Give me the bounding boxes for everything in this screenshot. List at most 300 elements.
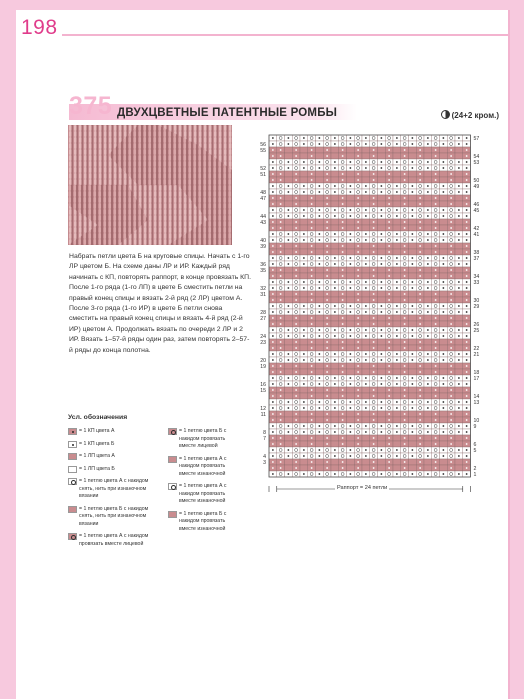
purl-dot-mark <box>458 137 460 139</box>
chart-cell <box>354 231 362 237</box>
chart-cell <box>316 153 324 159</box>
purl-dot-mark <box>326 275 328 277</box>
purl-dot-mark <box>427 137 429 139</box>
chart-cell <box>424 417 432 423</box>
chart-cell <box>316 249 324 255</box>
purl-dot-mark <box>404 203 406 205</box>
purl-dot-mark <box>411 161 413 163</box>
chart-cell <box>455 393 463 399</box>
purl-dot-mark <box>326 467 328 469</box>
purl-dot-mark <box>334 407 336 409</box>
chart-grid <box>241 125 501 505</box>
purl-dot-mark <box>419 251 421 253</box>
purl-dot-mark <box>295 179 297 181</box>
chart-cell <box>323 351 331 357</box>
chart-cell <box>285 411 293 417</box>
purl-dot-mark <box>380 185 382 187</box>
chart-cell <box>300 243 308 249</box>
chart-cell <box>362 267 370 273</box>
chart-cell <box>285 441 293 447</box>
purl-dot-mark <box>280 269 282 271</box>
purl-dot-mark <box>466 413 468 415</box>
chart-cell <box>347 417 355 423</box>
purl-dot-mark <box>349 209 351 211</box>
chart-cell <box>300 321 308 327</box>
purl-dot-mark <box>349 185 351 187</box>
purl-dot-mark <box>435 173 437 175</box>
purl-dot-mark <box>318 191 320 193</box>
chart-cell <box>378 441 386 447</box>
purl-dot-mark <box>435 317 437 319</box>
purl-dot-mark <box>373 203 375 205</box>
knitting-chart <box>241 125 501 505</box>
chart-cell <box>323 213 331 219</box>
purl-dot-mark <box>272 371 274 373</box>
chart-cell <box>347 177 355 183</box>
row-number-left: 20 <box>260 357 266 364</box>
chart-cell <box>393 195 401 201</box>
purl-dot-mark <box>466 449 468 451</box>
purl-dot-mark <box>435 251 437 253</box>
chart-cell <box>300 297 308 303</box>
chart-cell <box>323 399 331 405</box>
purl-dot-mark <box>396 137 398 139</box>
chart-cell <box>385 303 393 309</box>
chart-cell <box>292 285 300 291</box>
purl-dot-mark <box>442 239 444 241</box>
chart-cell <box>316 195 324 201</box>
purl-dot-mark <box>365 353 367 355</box>
chart-cell <box>416 159 424 165</box>
chart-cell <box>331 321 339 327</box>
purl-dot-mark <box>318 359 320 361</box>
chart-cell <box>339 255 347 261</box>
purl-dot-mark <box>419 197 421 199</box>
legend-item <box>68 441 160 449</box>
chart-cell <box>424 249 432 255</box>
chart-cell <box>401 333 409 339</box>
chart-cell <box>277 159 285 165</box>
row-number-right: 10 <box>473 417 480 424</box>
purl-dot-mark <box>272 359 274 361</box>
purl-dot-mark <box>396 161 398 163</box>
purl-dot-mark <box>326 323 328 325</box>
chart-cell <box>378 177 386 183</box>
chart-cell <box>339 351 347 357</box>
chart-cell <box>370 429 378 435</box>
purl-dot-mark <box>388 203 390 205</box>
chart-cell <box>300 369 308 375</box>
chart-cell <box>370 453 378 459</box>
chart-cell <box>285 267 293 273</box>
purl-dot-mark <box>357 323 359 325</box>
chart-cell <box>409 147 417 153</box>
chart-cell <box>432 327 440 333</box>
purl-dot-mark <box>450 443 452 445</box>
chart-cell <box>393 201 401 207</box>
chart-cell <box>308 141 316 147</box>
chart-cell <box>432 183 440 189</box>
purl-dot-mark <box>303 359 305 361</box>
purl-dot-mark <box>450 437 452 439</box>
chart-cell <box>331 291 339 297</box>
chart-cell <box>447 429 455 435</box>
chart-cell <box>339 327 347 333</box>
purl-dot-mark <box>380 449 382 451</box>
purl-dot-mark <box>450 389 452 391</box>
chart-cell <box>455 147 463 153</box>
purl-dot-mark <box>342 275 344 277</box>
purl-dot-mark <box>334 449 336 451</box>
purl-dot-mark <box>318 257 320 259</box>
purl-dot-mark <box>380 455 382 457</box>
row-number-right: 54 <box>473 153 480 160</box>
purl-dot-mark <box>427 425 429 427</box>
chart-cell <box>385 447 393 453</box>
purl-dot-mark <box>334 263 336 265</box>
chart-cell <box>300 441 308 447</box>
purl-dot-mark <box>365 233 367 235</box>
chart-cell <box>447 135 455 141</box>
purl-dot-mark <box>380 281 382 283</box>
purl-dot-mark <box>280 245 282 247</box>
purl-dot-mark <box>373 467 375 469</box>
chart-cell <box>323 231 331 237</box>
chart-cell <box>331 459 339 465</box>
purl-dot-mark <box>311 203 313 205</box>
purl-dot-mark <box>458 209 460 211</box>
purl-dot-mark <box>303 329 305 331</box>
purl-dot-mark <box>318 431 320 433</box>
purl-dot-mark <box>419 173 421 175</box>
purl-dot-mark <box>466 347 468 349</box>
chart-cell <box>424 393 432 399</box>
purl-dot-mark <box>396 209 398 211</box>
chart-cell <box>285 297 293 303</box>
chart-cell <box>331 369 339 375</box>
purl-dot-mark <box>373 251 375 253</box>
chart-cell <box>440 195 448 201</box>
purl-dot-mark <box>411 215 413 217</box>
chart-cell <box>292 333 300 339</box>
purl-dot-mark <box>280 221 282 223</box>
chart-cell <box>354 375 362 381</box>
purl-dot-mark <box>272 215 274 217</box>
purl-dot-mark <box>272 467 274 469</box>
purl-dot-mark <box>419 395 421 397</box>
chart-cell <box>362 315 370 321</box>
purl-dot-mark <box>396 401 398 403</box>
chart-cell <box>362 195 370 201</box>
chart-cell <box>331 273 339 279</box>
chart-cell <box>432 471 440 477</box>
chart-cell <box>416 189 424 195</box>
chart-cell <box>385 279 393 285</box>
instructions-text <box>69 252 251 356</box>
chart-cell <box>354 357 362 363</box>
purl-dot-mark <box>411 473 413 475</box>
purl-dot-mark <box>326 179 328 181</box>
chart-cell <box>362 153 370 159</box>
chart-cell <box>277 429 285 435</box>
purl-dot-mark <box>373 413 375 415</box>
purl-dot-mark <box>442 377 444 379</box>
purl-dot-mark <box>342 437 344 439</box>
chart-cell <box>354 309 362 315</box>
purl-dot-mark <box>303 185 305 187</box>
purl-dot-mark <box>318 425 320 427</box>
purl-dot-mark <box>303 281 305 283</box>
purl-dot-mark <box>411 239 413 241</box>
purl-dot-mark <box>466 425 468 427</box>
purl-dot-mark <box>303 449 305 451</box>
purl-dot-mark <box>388 173 390 175</box>
chart-cell <box>393 225 401 231</box>
purl-dot-mark <box>318 287 320 289</box>
chart-cell <box>447 207 455 213</box>
purl-dot-mark <box>427 329 429 331</box>
chart-cell <box>277 309 285 315</box>
purl-dot-mark <box>450 221 452 223</box>
purl-dot-mark <box>442 215 444 217</box>
purl-dot-mark <box>357 293 359 295</box>
purl-dot-mark <box>427 353 429 355</box>
chart-cell <box>362 411 370 417</box>
purl-dot-mark <box>411 425 413 427</box>
purl-dot-mark <box>466 311 468 313</box>
chart-cell <box>409 225 417 231</box>
purl-dot-mark <box>280 437 282 439</box>
chart-cell <box>362 273 370 279</box>
purl-dot-mark <box>311 443 313 445</box>
chart-cell <box>432 309 440 315</box>
purl-dot-mark <box>373 347 375 349</box>
legend-item <box>68 466 160 474</box>
chart-cell <box>285 147 293 153</box>
chart-cell <box>323 357 331 363</box>
purl-dot-mark <box>311 467 313 469</box>
chart-cell <box>440 297 448 303</box>
chart-cell <box>440 267 448 273</box>
chart-cell <box>331 441 339 447</box>
chart-cell <box>300 435 308 441</box>
purl-dot-mark <box>427 473 429 475</box>
purl-dot-mark <box>466 293 468 295</box>
chart-cell <box>409 243 417 249</box>
chart-cell <box>401 183 409 189</box>
row-number-left: 24 <box>260 333 266 340</box>
purl-dot-mark <box>419 437 421 439</box>
chart-cell <box>455 171 463 177</box>
purl-dot-mark <box>427 185 429 187</box>
purl-dot-mark <box>380 425 382 427</box>
purl-dot-mark <box>318 161 320 163</box>
chart-cell <box>354 135 362 141</box>
purl-dot-mark <box>272 245 274 247</box>
purl-dot-mark <box>357 365 359 367</box>
purl-dot-mark <box>373 389 375 391</box>
purl-dot-mark <box>303 137 305 139</box>
purl-dot-mark <box>365 329 367 331</box>
pattern-header <box>69 92 505 122</box>
purl-dot-mark <box>357 413 359 415</box>
purl-dot-mark <box>311 389 313 391</box>
chart-cell <box>308 165 316 171</box>
purl-dot-mark <box>419 371 421 373</box>
purl-dot-mark <box>411 377 413 379</box>
knitting-photo <box>68 125 232 245</box>
chart-cell <box>316 273 324 279</box>
purl-dot-mark <box>334 215 336 217</box>
purl-dot-mark <box>365 161 367 163</box>
purl-dot-mark <box>326 227 328 229</box>
purl-dot-mark <box>342 269 344 271</box>
purl-dot-mark <box>466 239 468 241</box>
purl-dot-mark <box>396 377 398 379</box>
chart-cell <box>347 435 355 441</box>
chart-cell <box>370 327 378 333</box>
purl-dot-mark <box>342 347 344 349</box>
purl-dot-mark <box>458 185 460 187</box>
chart-cell <box>308 399 316 405</box>
chart-cell <box>308 213 316 219</box>
chart-cell <box>424 339 432 345</box>
chart-cell <box>362 441 370 447</box>
chart-cell <box>455 363 463 369</box>
chart-cell <box>440 249 448 255</box>
chart-cell <box>323 429 331 435</box>
row-number-right: 26 <box>473 321 480 328</box>
stitch-symbol-icon <box>168 456 177 463</box>
purl-dot-mark <box>280 173 282 175</box>
purl-dot-mark <box>295 269 297 271</box>
purl-dot-mark <box>388 227 390 229</box>
stitch-count <box>441 110 499 120</box>
purl-dot-mark <box>295 437 297 439</box>
chart-cell <box>440 243 448 249</box>
chart-cell <box>432 447 440 453</box>
chart-cell <box>362 147 370 153</box>
chart-cell <box>447 399 455 405</box>
chart-cell <box>455 339 463 345</box>
purl-dot-mark <box>466 299 468 301</box>
purl-dot-mark <box>318 449 320 451</box>
chart-cell <box>447 261 455 267</box>
chart-cell <box>432 381 440 387</box>
purl-dot-mark <box>357 347 359 349</box>
chart-cell <box>331 435 339 441</box>
purl-dot-mark <box>427 335 429 337</box>
chart-cell <box>316 177 324 183</box>
purl-dot-mark <box>466 275 468 277</box>
chart-cell <box>362 243 370 249</box>
chart-cell <box>362 249 370 255</box>
purl-dot-mark <box>342 149 344 151</box>
row-number-left: 3 <box>263 459 266 466</box>
purl-dot-mark <box>388 419 390 421</box>
purl-dot-mark <box>380 311 382 313</box>
purl-dot-mark <box>272 461 274 463</box>
chart-cell <box>416 405 424 411</box>
chart-cell <box>378 465 386 471</box>
chart-cell <box>285 321 293 327</box>
purl-dot-mark <box>404 149 406 151</box>
stitch-symbol-icon <box>68 506 77 513</box>
chart-cell <box>447 357 455 363</box>
row-number-left: 39 <box>260 243 266 250</box>
purl-dot-mark <box>466 233 468 235</box>
chart-cell <box>416 231 424 237</box>
chart-cell <box>385 357 393 363</box>
purl-dot-mark <box>450 155 452 157</box>
chart-cell <box>323 207 331 213</box>
chart-cell <box>277 399 285 405</box>
chart-cell <box>424 225 432 231</box>
chart-cell <box>354 471 362 477</box>
purl-dot-mark <box>272 443 274 445</box>
purl-dot-mark <box>334 143 336 145</box>
chart-cell <box>316 267 324 273</box>
purl-dot-mark <box>365 383 367 385</box>
chart-cell <box>393 153 401 159</box>
purl-dot-mark <box>388 179 390 181</box>
purl-dot-mark <box>334 281 336 283</box>
chart-cell <box>401 189 409 195</box>
chart-cell <box>416 381 424 387</box>
purl-dot-mark <box>411 209 413 211</box>
chart-cell <box>323 285 331 291</box>
purl-dot-mark <box>357 227 359 229</box>
chart-cell <box>347 393 355 399</box>
purl-dot-mark <box>466 389 468 391</box>
purl-dot-mark <box>442 257 444 259</box>
purl-dot-mark <box>295 443 297 445</box>
row-number-right: 42 <box>473 225 480 232</box>
purl-dot-mark <box>318 401 320 403</box>
chart-cell <box>300 147 308 153</box>
chart-cell <box>416 375 424 381</box>
row-number-right: 5 <box>473 447 477 454</box>
chart-cell <box>323 333 331 339</box>
purl-dot-mark <box>373 173 375 175</box>
purl-dot-mark <box>404 245 406 247</box>
chart-cell <box>370 261 378 267</box>
purl-dot-mark <box>419 179 421 181</box>
purl-dot-mark <box>357 245 359 247</box>
chart-cell <box>416 447 424 453</box>
purl-dot-mark <box>326 197 328 199</box>
chart-cell <box>354 237 362 243</box>
purl-dot-mark <box>380 383 382 385</box>
chart-cell <box>447 375 455 381</box>
chart-cell <box>409 369 417 375</box>
purl-dot-mark <box>334 455 336 457</box>
purl-dot-mark <box>404 269 406 271</box>
purl-dot-mark <box>411 407 413 409</box>
legend-title: Усл. обозначения <box>68 414 128 421</box>
purl-dot-mark <box>380 215 382 217</box>
purl-dot-mark <box>458 233 460 235</box>
chart-cell <box>300 387 308 393</box>
stitch-symbol-icon <box>68 478 77 485</box>
chart-cell <box>370 303 378 309</box>
chart-cell <box>300 345 308 351</box>
purl-dot-mark <box>272 473 274 475</box>
purl-dot-mark <box>295 173 297 175</box>
stitch-symbol-icon <box>168 511 177 518</box>
chart-cell <box>447 423 455 429</box>
chart-cell <box>440 147 448 153</box>
